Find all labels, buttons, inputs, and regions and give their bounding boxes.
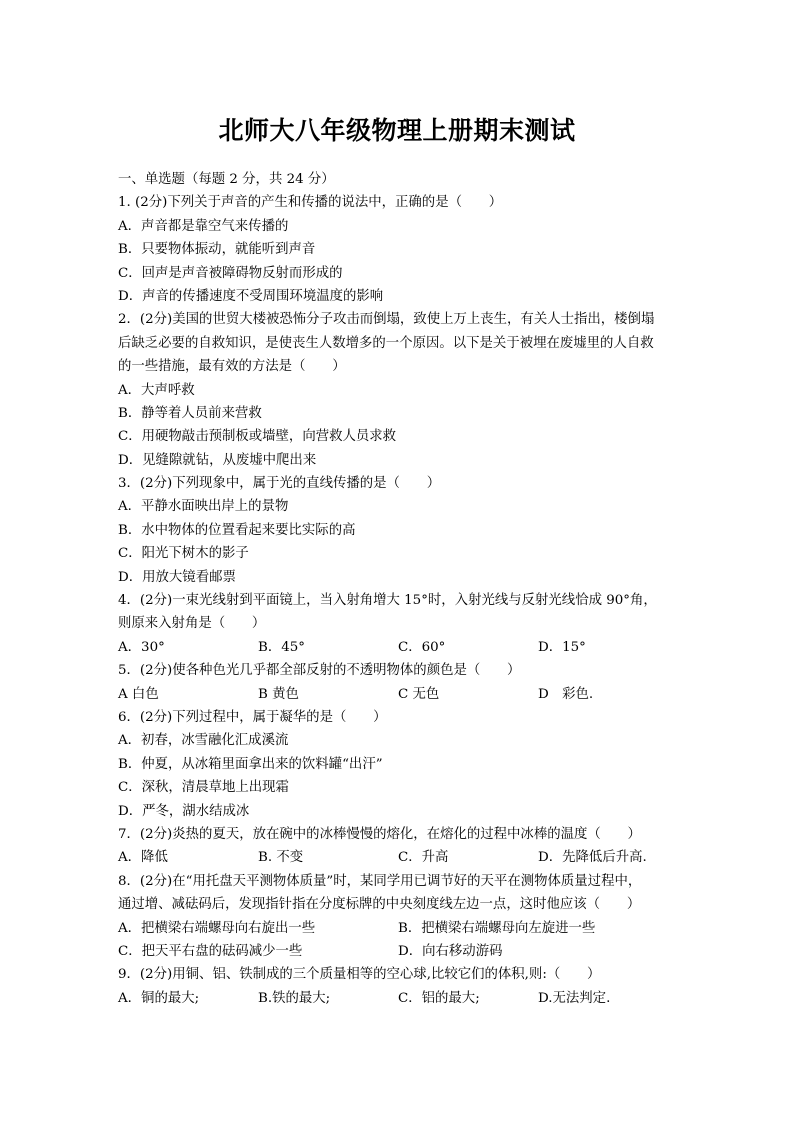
answer-option: B．水中物体的位置看起来要比实际的高 (118, 522, 356, 538)
answer-options-row (118, 940, 678, 963)
answer-option: D．向右移动游码 (398, 943, 503, 959)
answer-option: B.铁的最大; (258, 990, 331, 1006)
answer-option: D．15° (538, 639, 586, 655)
page-title: 北师大八年级物理上册期末测试 (218, 116, 576, 145)
answer-option: B．只要物体振动，就能听到声音 (118, 242, 316, 258)
question-stem: 通过增、减砝码后，发现指针指在分度标牌的中央刻度线左边一点，这时他应该（ ） (118, 897, 641, 913)
question-stem: 2．(2分)美国的世贸大楼被恐怖分子攻击而倒塌，致使上万上丧生，有关人士指出，楼倒塌 (118, 312, 655, 328)
answer-option: A．平静水面映出岸上的景物 (118, 499, 289, 515)
question-stem: 9．(2分)用铜、铝、铁制成的三个质量相等的空心球,比较它们的体积,则:（ ） (118, 967, 601, 983)
answer-options-row (118, 846, 678, 869)
question-stem: 则原来入射角是（ ） (118, 616, 266, 632)
answer-option: D 彩色. (538, 686, 594, 702)
answer-options-row (118, 987, 678, 1010)
question-stem: 8．(2分)在“用托盘天平测物体质量”时，某同学用已调节好的天平在测物体质量过程中， (118, 873, 642, 889)
question-stem: 后缺乏必要的自救知识，是使丧生人数增多的一个原因。以下是关于被埋在废墟里的人自救 (118, 335, 654, 351)
question-stem: 3．(2分)下列现象中，属于光的直线传播的是（ ） (118, 476, 441, 492)
answer-option: C．铝的最大; (398, 990, 480, 1006)
question-7 (118, 823, 678, 870)
answer-option: A．降低 (118, 850, 168, 866)
answer-option: A 白色 (118, 686, 159, 702)
question-5 (118, 659, 678, 706)
question-stem: 的一些措施，最有效的方法是（ ） (118, 359, 346, 375)
answer-option: B．静等着人员前来营救 (118, 405, 262, 421)
question-1 (118, 191, 678, 308)
answer-option: D．严冬，湖水结成冰 (118, 803, 250, 819)
answer-option: B．45° (258, 639, 305, 655)
question-3 (118, 472, 678, 589)
answer-option: B 黄色 (258, 686, 299, 702)
answer-option: A．大声呼救 (118, 382, 195, 398)
answer-option: D．声音的传播速度不受周围环境温度的影响 (118, 288, 384, 304)
answer-option: C．用硬物敲击预制板或墙壁，向营救人员求救 (118, 429, 397, 445)
question-stem: 6．(2分)下列过程中，属于凝华的是（ ） (118, 709, 387, 725)
answer-options-row (118, 683, 678, 706)
answer-options-row (118, 917, 678, 940)
question-8 (118, 870, 678, 964)
answer-option: C．升高 (398, 850, 449, 866)
question-stem: 5．(2分)使各种色光几乎都全部反射的不透明物体的颜色是（ ） (118, 663, 521, 679)
answer-option: C．把天平右盘的砝码减少一些 (118, 943, 303, 959)
question-stem: 7．(2分)炎热的夏天，放在碗中的冰棒慢慢的熔化，在熔化的过程中冰棒的温度（ ） (118, 826, 641, 842)
answer-options-row (118, 636, 678, 659)
answer-option: B．仲夏，从冰箱里面拿出来的饮料罐“出汗” (118, 756, 383, 772)
answer-option: C．深秋，清晨草地上出现霜 (118, 780, 289, 796)
answer-option: A．把横梁右端螺母向右旋出一些 (118, 920, 316, 936)
answer-option: B. 不变 (258, 850, 304, 866)
question-stem: 1. (2分)下列关于声音的产生和传播的说法中，正确的是（ ） (118, 195, 503, 211)
question-4 (118, 589, 678, 659)
question-6 (118, 706, 678, 823)
answer-option: C．回声是声音被障碍物反射而形成的 (118, 265, 343, 281)
answer-option: B．把横梁右端螺母向左旋进一些 (398, 920, 596, 936)
answer-option: C．阳光下树木的影子 (118, 546, 249, 562)
answer-option: A．30° (118, 639, 165, 655)
answer-option: A．初春，冰雪融化汇成溪流 (118, 733, 289, 749)
answer-option: D.无法判定. (538, 990, 611, 1006)
question-2 (118, 308, 678, 472)
section-heading: 一、单选题（每题 2 分，共 24 分） (118, 172, 335, 187)
question-9 (118, 963, 678, 1010)
question-list (118, 168, 678, 1010)
answer-option: C．60° (398, 639, 446, 655)
answer-option: D．先降低后升高. (538, 850, 647, 866)
question-stem: 4．(2分)一束光线射到平面镜上，当入射角增大 15°时，入射光线与反射光线恰成 90°角， (118, 593, 657, 609)
answer-option: D．用放大镜看邮票 (118, 569, 236, 585)
answer-option: A．铜的最大; (118, 990, 200, 1006)
answer-option: C 无色 (398, 686, 440, 702)
answer-option: D．见缝隙就钻，从废墟中爬出来 (118, 452, 317, 468)
answer-option: A．声音都是靠空气来传播的 (118, 218, 289, 234)
